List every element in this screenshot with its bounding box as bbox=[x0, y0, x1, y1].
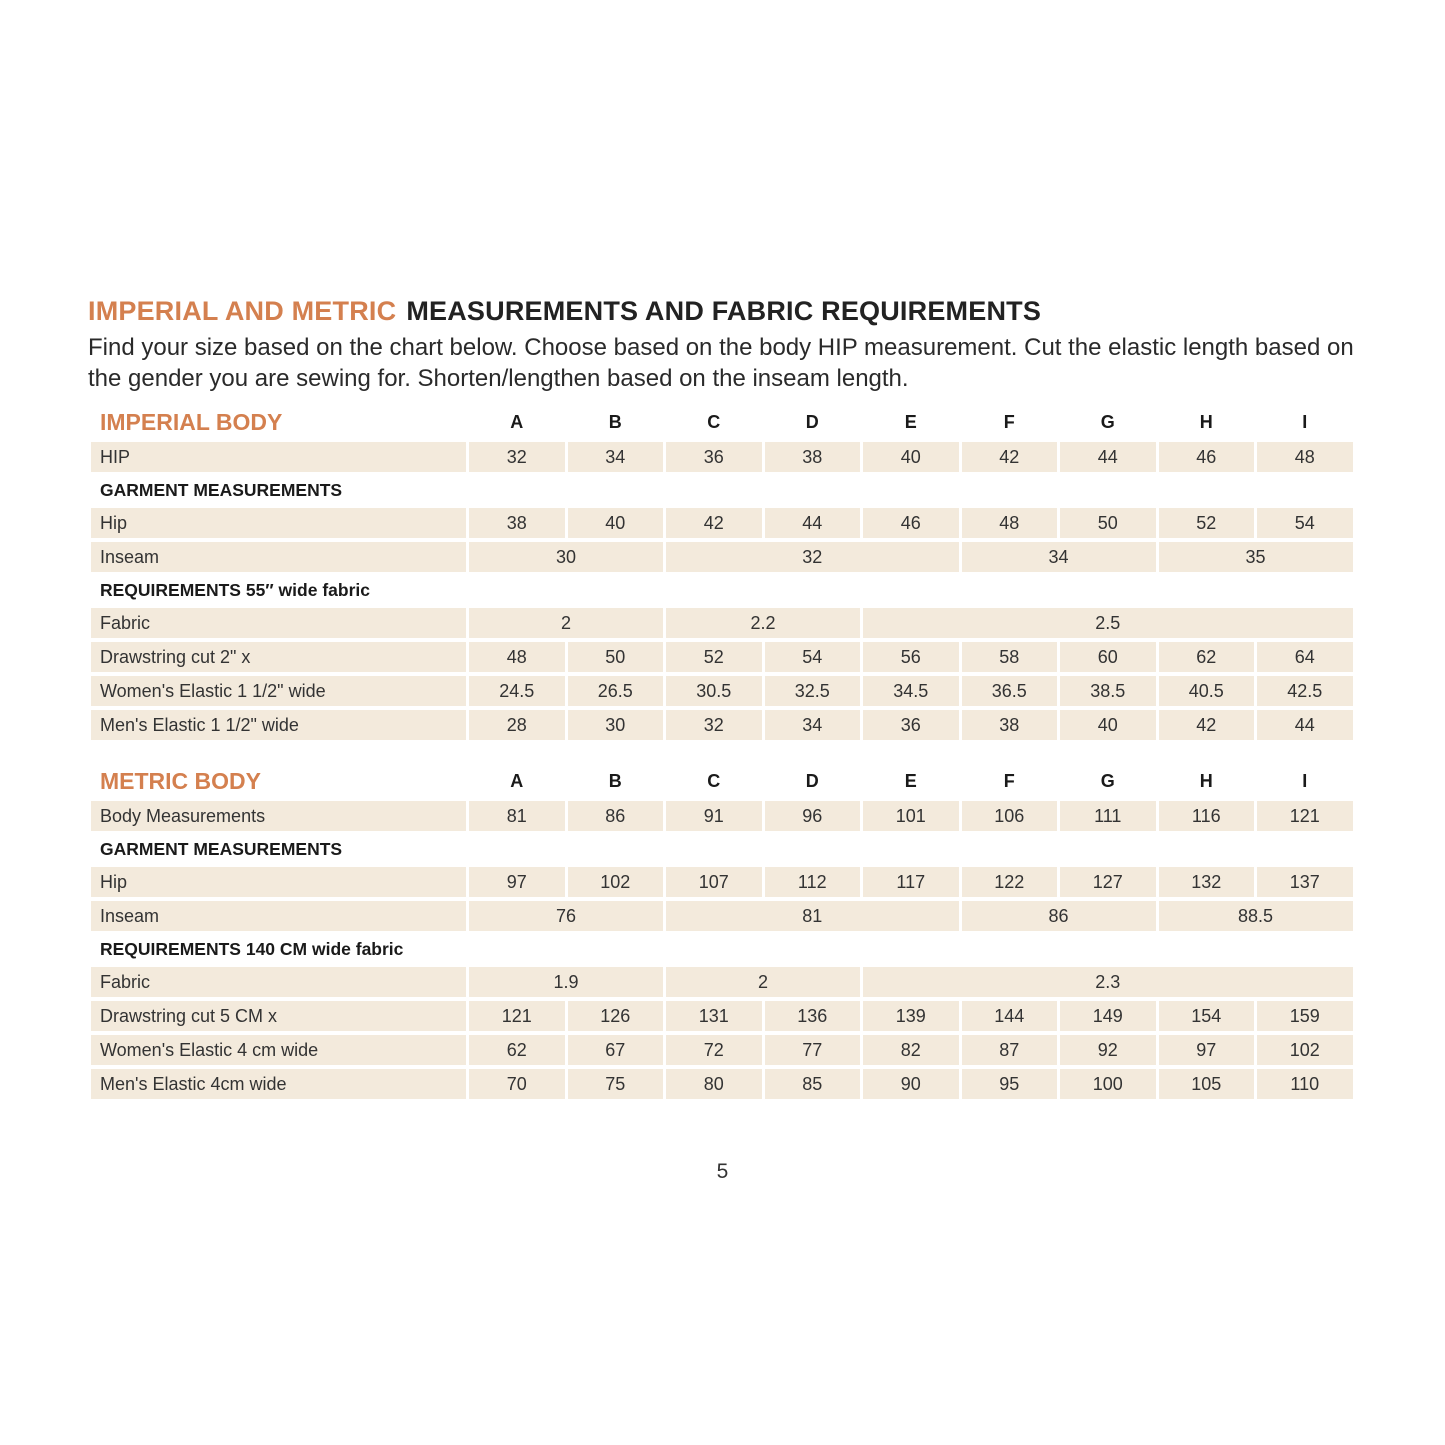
table-row bbox=[91, 1001, 1353, 1031]
table-cell: 112 bbox=[765, 867, 861, 897]
row-label: Men's Elastic 1 1/2" wide bbox=[91, 710, 466, 740]
table-cell: 62 bbox=[1159, 642, 1255, 672]
row-label: Body Measurements bbox=[91, 801, 466, 831]
table-cell: 64 bbox=[1257, 642, 1353, 672]
table-cell: 96 bbox=[765, 801, 861, 831]
table-row bbox=[91, 676, 1353, 706]
row-label: Drawstring cut 5 CM x bbox=[91, 1001, 466, 1031]
row-label: Drawstring cut 2" x bbox=[91, 642, 466, 672]
table-cell: 90 bbox=[863, 1069, 959, 1099]
table-cell: 34 bbox=[962, 542, 1156, 572]
table-cell: 50 bbox=[1060, 508, 1156, 538]
table-row bbox=[91, 967, 1353, 997]
table-row bbox=[91, 608, 1353, 638]
table-cell: 34 bbox=[568, 442, 664, 472]
table-cell: 102 bbox=[568, 867, 664, 897]
table-cell: 2 bbox=[666, 967, 860, 997]
size-letter: C bbox=[707, 411, 721, 432]
table-cell: 60 bbox=[1060, 642, 1156, 672]
table-row bbox=[91, 901, 1353, 931]
size-letter: G bbox=[1100, 411, 1115, 432]
table-cell: 46 bbox=[863, 508, 959, 538]
size-letter: F bbox=[1003, 411, 1015, 432]
table-cell: 26.5 bbox=[568, 676, 664, 706]
table-cell: 131 bbox=[666, 1001, 762, 1031]
table-cell: 86 bbox=[962, 901, 1156, 931]
table-cell: 86 bbox=[568, 801, 664, 831]
subsection-title: REQUIREMENTS 55″ wide fabric bbox=[100, 579, 370, 600]
table-cell: 81 bbox=[469, 801, 565, 831]
table-cell: 48 bbox=[1257, 442, 1353, 472]
table-cell: 50 bbox=[568, 642, 664, 672]
table-cell: 122 bbox=[962, 867, 1058, 897]
table-cell: 154 bbox=[1159, 1001, 1255, 1031]
table-cell: 46 bbox=[1159, 442, 1255, 472]
table-cell: 52 bbox=[666, 642, 762, 672]
table-cell: 30.5 bbox=[666, 676, 762, 706]
table-cell: 102 bbox=[1257, 1035, 1353, 1065]
table-cell: 127 bbox=[1060, 867, 1156, 897]
table-cell: 54 bbox=[765, 642, 861, 672]
subsection-title: GARMENT MEASUREMENTS bbox=[100, 479, 343, 500]
subsection-row bbox=[91, 835, 1353, 863]
row-label: Men's Elastic 4cm wide bbox=[91, 1069, 466, 1099]
size-letter: E bbox=[904, 411, 917, 432]
size-letter: G bbox=[1100, 770, 1115, 791]
size-letter: E bbox=[904, 770, 917, 791]
size-letter: C bbox=[707, 770, 721, 791]
page-heading bbox=[88, 296, 1041, 327]
subsection-row bbox=[91, 476, 1353, 504]
table-cell: 77 bbox=[765, 1035, 861, 1065]
table-cell: 38 bbox=[962, 710, 1058, 740]
table-cell: 117 bbox=[863, 867, 959, 897]
table-cell: 121 bbox=[1257, 801, 1353, 831]
table-row bbox=[91, 801, 1353, 831]
row-label: Fabric bbox=[91, 967, 466, 997]
row-label: Inseam bbox=[91, 542, 466, 572]
row-label: Women's Elastic 4 cm wide bbox=[91, 1035, 466, 1065]
table-row bbox=[91, 1035, 1353, 1065]
table-cell: 40.5 bbox=[1159, 676, 1255, 706]
size-letter: F bbox=[1003, 770, 1015, 791]
row-label: Fabric bbox=[91, 608, 466, 638]
table-cell: 121 bbox=[469, 1001, 565, 1031]
table-cell: 36 bbox=[666, 442, 762, 472]
metric-header-row bbox=[91, 765, 1353, 797]
table-cell: 48 bbox=[962, 508, 1058, 538]
table-cell: 136 bbox=[765, 1001, 861, 1031]
table-cell: 111 bbox=[1060, 801, 1156, 831]
table-cell: 2.3 bbox=[863, 967, 1353, 997]
table-cell: 80 bbox=[666, 1069, 762, 1099]
table-cell: 54 bbox=[1257, 508, 1353, 538]
table-cell: 100 bbox=[1060, 1069, 1156, 1099]
intro-text: Find your size based on the chart below. Choose based on the body HIP measurement. Cut the elastic length based on the gender you are sewing for. Shorten/lengthen based on the inseam length. bbox=[88, 334, 1354, 392]
size-letter: B bbox=[608, 770, 622, 791]
table-cell: 106 bbox=[962, 801, 1058, 831]
table-row bbox=[91, 1069, 1353, 1099]
table-cell: 132 bbox=[1159, 867, 1255, 897]
table-cell: 81 bbox=[666, 901, 959, 931]
table-cell: 24.5 bbox=[469, 676, 565, 706]
row-label: Women's Elastic 1 1/2" wide bbox=[91, 676, 466, 706]
table-cell: 48 bbox=[469, 642, 565, 672]
table-cell: 2.2 bbox=[666, 608, 860, 638]
heading-accent: IMPERIAL AND METRIC bbox=[88, 296, 397, 326]
row-label: Hip bbox=[91, 867, 466, 897]
size-letter: H bbox=[1199, 770, 1213, 791]
subsection-title: REQUIREMENTS 140 CM wide fabric bbox=[100, 938, 404, 959]
table-cell: 40 bbox=[1060, 710, 1156, 740]
size-letter: A bbox=[510, 770, 524, 791]
table-cell: 58 bbox=[962, 642, 1058, 672]
row-label: HIP bbox=[91, 442, 466, 472]
table-cell: 28 bbox=[469, 710, 565, 740]
table-cell: 32.5 bbox=[765, 676, 861, 706]
table-cell: 32 bbox=[666, 542, 959, 572]
table-cell: 105 bbox=[1159, 1069, 1255, 1099]
metric-section-title: METRIC BODY bbox=[100, 767, 261, 794]
table-cell: 95 bbox=[962, 1069, 1058, 1099]
table-cell: 62 bbox=[469, 1035, 565, 1065]
table-row bbox=[91, 542, 1353, 572]
table-cell: 32 bbox=[469, 442, 565, 472]
table-cell: 44 bbox=[1257, 710, 1353, 740]
table-cell: 2 bbox=[469, 608, 663, 638]
table-cell: 42.5 bbox=[1257, 676, 1353, 706]
table-cell: 30 bbox=[469, 542, 663, 572]
table-cell: 2.5 bbox=[863, 608, 1353, 638]
table-cell: 36.5 bbox=[962, 676, 1058, 706]
table-row bbox=[91, 867, 1353, 897]
table-cell: 107 bbox=[666, 867, 762, 897]
table-row bbox=[91, 508, 1353, 538]
row-label: Hip bbox=[91, 508, 466, 538]
table-cell: 82 bbox=[863, 1035, 959, 1065]
table-cell: 38 bbox=[469, 508, 565, 538]
imperial-size-table bbox=[88, 402, 1356, 744]
table-cell: 42 bbox=[962, 442, 1058, 472]
table-cell: 44 bbox=[765, 508, 861, 538]
table-cell: 116 bbox=[1159, 801, 1255, 831]
size-letter: D bbox=[805, 770, 819, 791]
subsection-row bbox=[91, 935, 1353, 963]
table-cell: 1.9 bbox=[469, 967, 663, 997]
table-cell: 38.5 bbox=[1060, 676, 1156, 706]
table-cell: 126 bbox=[568, 1001, 664, 1031]
size-letter: A bbox=[510, 411, 524, 432]
table-cell: 110 bbox=[1257, 1069, 1353, 1099]
table-cell: 97 bbox=[1159, 1035, 1255, 1065]
size-letter: H bbox=[1199, 411, 1213, 432]
table-cell: 38 bbox=[765, 442, 861, 472]
table-cell: 75 bbox=[568, 1069, 664, 1099]
table-cell: 72 bbox=[666, 1035, 762, 1065]
heading-main: MEASUREMENTS AND FABRIC REQUIREMENTS bbox=[406, 296, 1042, 326]
page-number: 5 bbox=[716, 1160, 729, 1183]
table-cell: 42 bbox=[666, 508, 762, 538]
table-cell: 88.5 bbox=[1159, 901, 1353, 931]
table-cell: 85 bbox=[765, 1069, 861, 1099]
table-cell: 87 bbox=[962, 1035, 1058, 1065]
table-cell: 97 bbox=[469, 867, 565, 897]
imperial-header-row bbox=[91, 406, 1353, 438]
table-cell: 34 bbox=[765, 710, 861, 740]
table-cell: 70 bbox=[469, 1069, 565, 1099]
imperial-section-title: IMPERIAL BODY bbox=[100, 408, 283, 435]
metric-size-table bbox=[88, 761, 1356, 1103]
table-cell: 52 bbox=[1159, 508, 1255, 538]
table-cell: 40 bbox=[863, 442, 959, 472]
table-cell: 44 bbox=[1060, 442, 1156, 472]
row-label: Inseam bbox=[91, 901, 466, 931]
size-letter: I bbox=[1302, 770, 1308, 791]
table-cell: 56 bbox=[863, 642, 959, 672]
table-cell: 91 bbox=[666, 801, 762, 831]
table-cell: 35 bbox=[1159, 542, 1353, 572]
table-cell: 159 bbox=[1257, 1001, 1353, 1031]
table-cell: 40 bbox=[568, 508, 664, 538]
size-letter: I bbox=[1302, 411, 1308, 432]
table-cell: 67 bbox=[568, 1035, 664, 1065]
table-row bbox=[91, 642, 1353, 672]
table-cell: 144 bbox=[962, 1001, 1058, 1031]
subsection-row bbox=[91, 576, 1353, 604]
table-cell: 36 bbox=[863, 710, 959, 740]
table-cell: 30 bbox=[568, 710, 664, 740]
table-row bbox=[91, 710, 1353, 740]
table-cell: 92 bbox=[1060, 1035, 1156, 1065]
size-letter: D bbox=[805, 411, 819, 432]
table-cell: 101 bbox=[863, 801, 959, 831]
table-cell: 139 bbox=[863, 1001, 959, 1031]
table-cell: 34.5 bbox=[863, 676, 959, 706]
table-cell: 76 bbox=[469, 901, 663, 931]
table-cell: 149 bbox=[1060, 1001, 1156, 1031]
table-cell: 137 bbox=[1257, 867, 1353, 897]
table-cell: 42 bbox=[1159, 710, 1255, 740]
table-row bbox=[91, 442, 1353, 472]
subsection-title: GARMENT MEASUREMENTS bbox=[100, 838, 343, 859]
size-letter: B bbox=[608, 411, 622, 432]
table-cell: 32 bbox=[666, 710, 762, 740]
